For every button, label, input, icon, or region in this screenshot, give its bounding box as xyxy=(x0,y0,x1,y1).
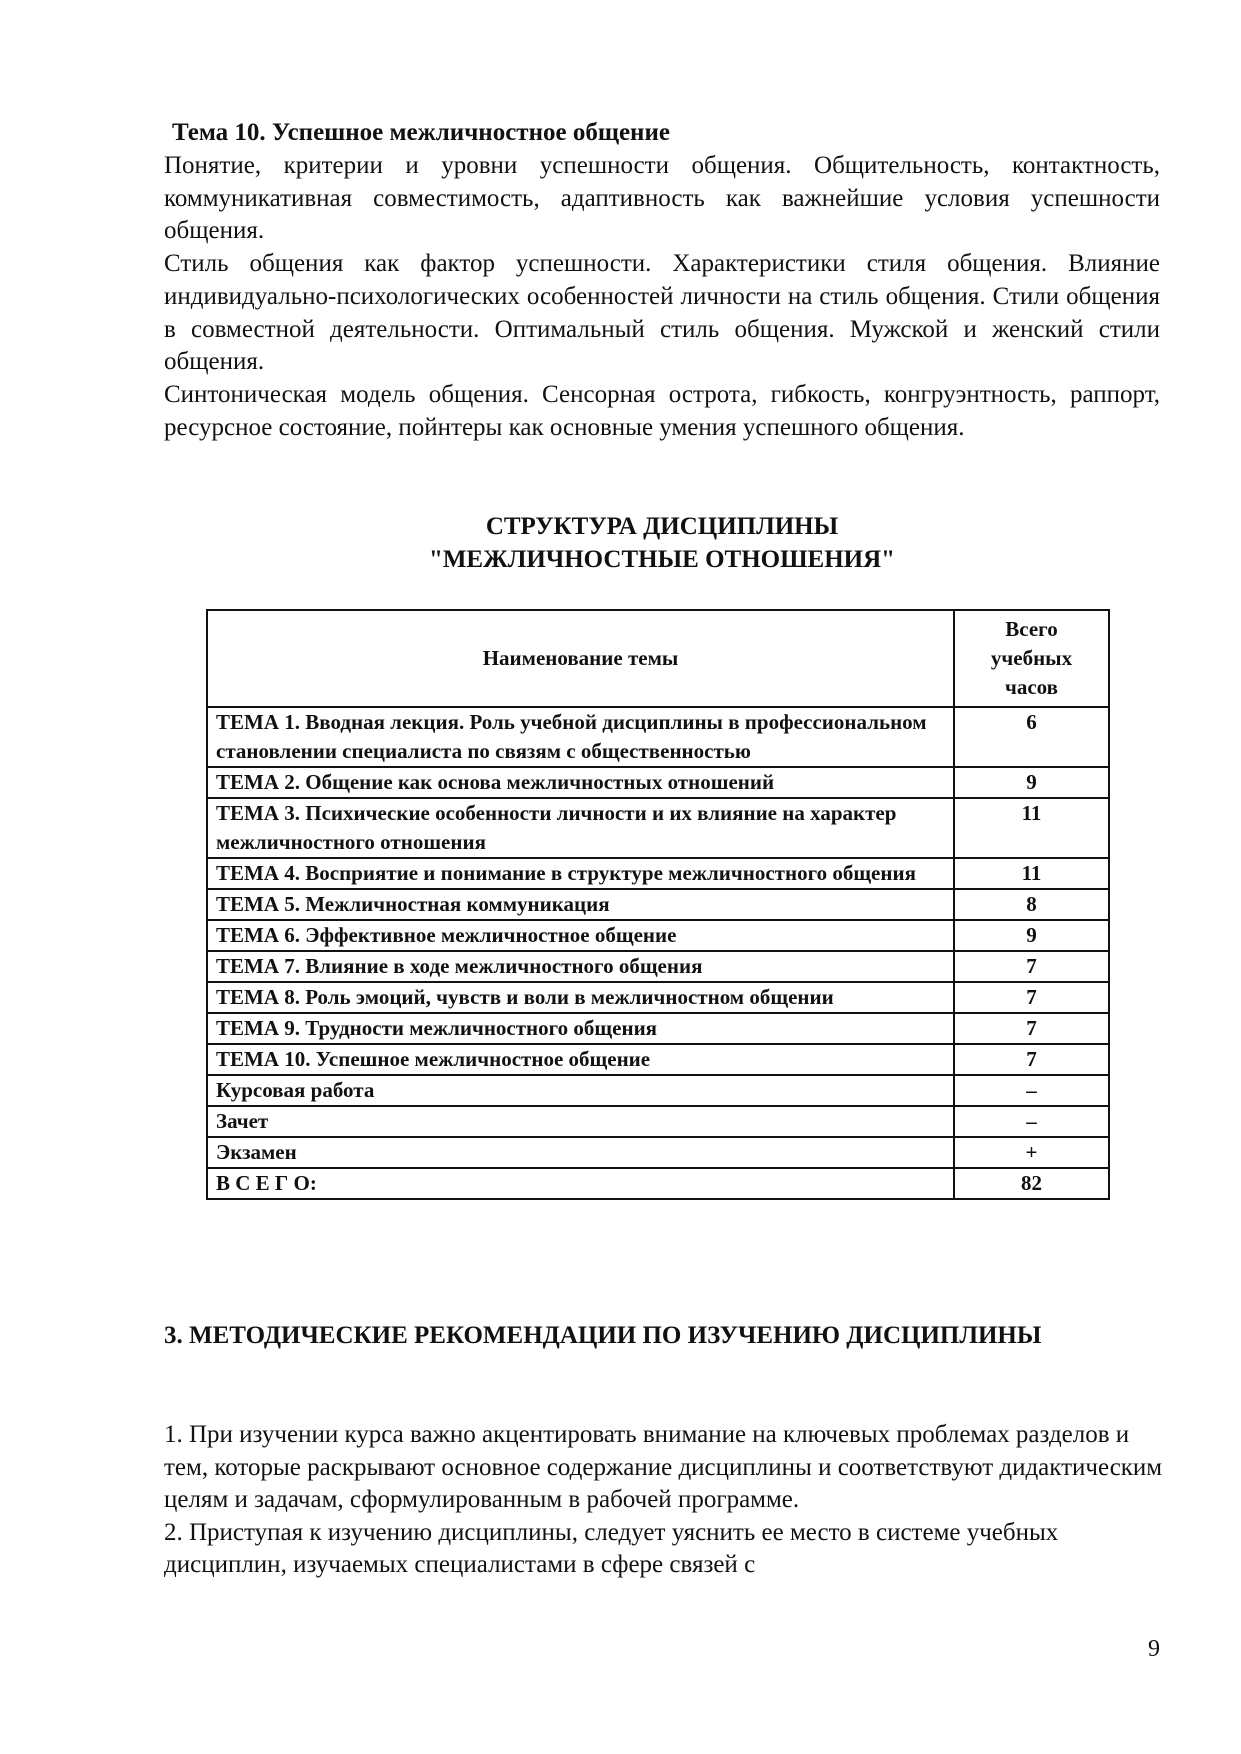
table-row xyxy=(207,951,1109,982)
topic-name-cell: ТЕМА 6. Эффективное межличностное общение xyxy=(207,920,954,951)
hours-cell: 6 xyxy=(954,707,1109,767)
topic-title: Тема 10. Успешное межличностное общение xyxy=(172,119,670,146)
topic-name-cell: ТЕМА 2. Общение как основа межличностных отношений xyxy=(207,767,954,798)
structure-title-line: СТРУКТУРА ДИСЦИПЛИНЫ xyxy=(485,513,839,540)
section-title: 3. МЕТОДИЧЕСКИЕ РЕКОМЕНДАЦИИ ПО ИЗУЧЕНИЮ ДИСЦИПЛИНЫ xyxy=(164,1322,1042,1349)
hours-cell: – xyxy=(954,1106,1109,1137)
hours-cell: – xyxy=(954,1075,1109,1106)
topic-name-cell: ТЕМА 4. Восприятие и понимание в структуре межличностного общения xyxy=(207,858,954,889)
structure-title xyxy=(164,510,1160,576)
topic-name-cell: ТЕМА 1. Вводная лекция. Роль учебной дисциплины в профессиональном становлении специалиста по связям с общественностью xyxy=(207,707,954,767)
discipline-structure-table xyxy=(206,609,1110,1200)
hours-cell: + xyxy=(954,1137,1109,1168)
table-row xyxy=(207,1075,1109,1106)
paragraph: Понятие, критерии и уровни успешности общения. Общительность, контактность, коммуникативная совместимость, адаптивность как важнейшие условия успешности общения. xyxy=(164,152,1160,245)
topic-description xyxy=(164,150,1160,444)
table-row xyxy=(207,1044,1109,1075)
hours-cell: 11 xyxy=(954,858,1109,889)
hours-cell: 7 xyxy=(954,982,1109,1013)
hours-cell: 9 xyxy=(954,920,1109,951)
table-row xyxy=(207,767,1109,798)
table-row xyxy=(207,858,1109,889)
hours-cell: 8 xyxy=(954,889,1109,920)
structure-title-line: "МЕЖЛИЧНОСТНЫЕ ОТНОШЕНИЯ" xyxy=(428,546,896,573)
topic-name-cell: Курсовая работа xyxy=(207,1075,954,1106)
hours-cell: 7 xyxy=(954,1013,1109,1044)
header-topic-name: Наименование темы xyxy=(207,610,954,707)
paragraph: Синтоническая модель общения. Сенсорная острота, гибкость, конгруэнтность, раппорт, ресурсное состояние, пойнтеры как основные умения успешного общения. xyxy=(164,380,1160,441)
hours-cell: 9 xyxy=(954,767,1109,798)
hours-cell: 11 xyxy=(954,798,1109,858)
table-row xyxy=(207,1013,1109,1044)
topic-name-cell: Экзамен xyxy=(207,1137,954,1168)
topic-name-cell: ТЕМА 9. Трудности межличностного общения xyxy=(207,1013,954,1044)
table-row xyxy=(207,1106,1109,1137)
table-row xyxy=(207,707,1109,767)
hours-cell: 82 xyxy=(954,1168,1109,1199)
topic-name-cell: ТЕМА 5. Межличностная коммуникация xyxy=(207,889,954,920)
topic-name-cell: ТЕМА 7. Влияние в ходе межличностного общения xyxy=(207,951,954,982)
header-hours: Всего учебных часов xyxy=(954,610,1109,707)
paragraph: Стиль общения как фактор успешности. Характеристики стиля общения. Влияние индивидуально-психологических особенностей личности на стиль общения. Стили общения в совместной деятельности. Оптимальный стиль общения. Мужской и женский стили общения. xyxy=(164,250,1160,376)
topic-name-cell: ТЕМА 8. Роль эмоций, чувств и воли в межличностном общении xyxy=(207,982,954,1013)
topic-name-cell: Зачет xyxy=(207,1106,954,1137)
recommendations xyxy=(164,1419,1164,1582)
topic-name-cell: ТЕМА 3. Психические особенности личности и их влияние на характер межличностного отношения xyxy=(207,798,954,858)
table-row xyxy=(207,1168,1109,1199)
table-header-row xyxy=(207,610,1109,707)
page-number: 9 xyxy=(1148,1636,1160,1662)
table-row xyxy=(207,982,1109,1013)
hours-cell: 7 xyxy=(954,951,1109,982)
recommendation-item: 2. Приступая к изучению дисциплины, следует уяснить ее место в системе учебных дисциплин, изучаемых специалистами в сфере связей с xyxy=(164,1518,1059,1578)
recommendation-item: 1. При изучении курса важно акцентировать внимание на ключевых проблемах разделов и тем, которые раскрывают основное содержание дисциплины и соответствуют дидактическим целям и задачам, сформулированным в рабочей программе. xyxy=(164,1421,1163,1513)
table-row xyxy=(207,798,1109,858)
table-row xyxy=(207,920,1109,951)
table-row xyxy=(207,1137,1109,1168)
topic-name-cell: ТЕМА 10. Успешное межличностное общение xyxy=(207,1044,954,1075)
hours-cell: 7 xyxy=(954,1044,1109,1075)
topic-name-cell: В С Е Г О: xyxy=(207,1168,954,1199)
table-row xyxy=(207,889,1109,920)
